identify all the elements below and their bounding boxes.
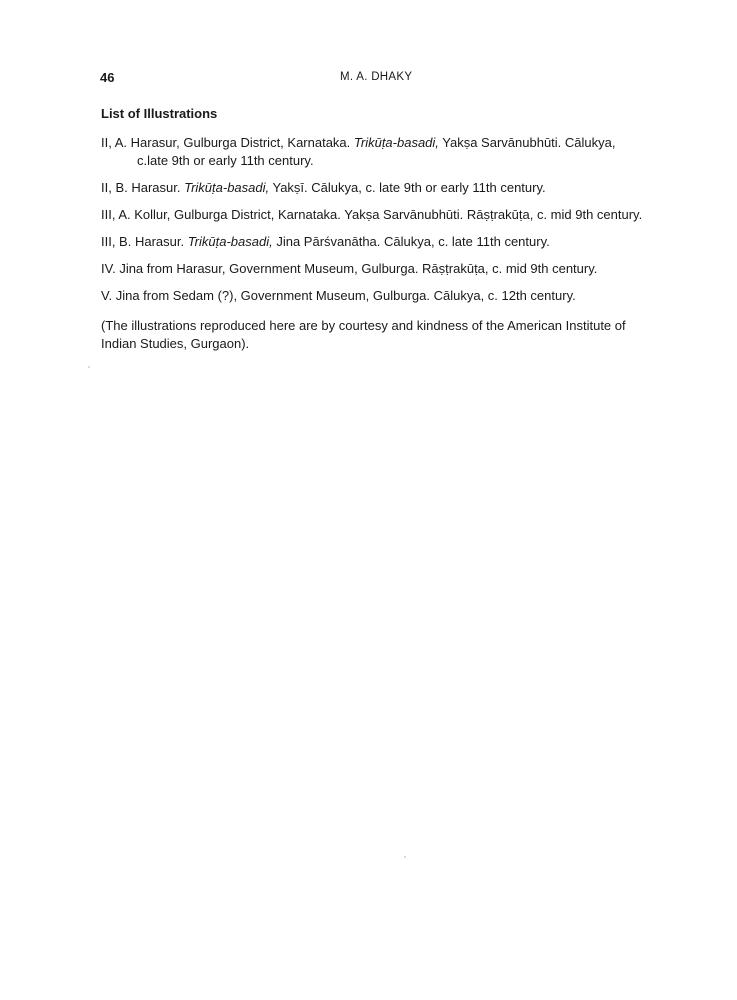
scan-speck	[404, 856, 406, 858]
entry-text: V. Jina from Sedam (?), Government Museum, Gulburga. Cālukya, c. 12th century.	[101, 288, 576, 303]
running-head: M. A. DHAKY	[340, 71, 413, 83]
entry-text: Yakṣī. Cālukya, c. late 9th or early 11th century.	[269, 180, 546, 195]
acknowledgement-note: (The illustrations reproduced here are by courtesy and kindness of the American Institute of Indian Studies, Gurgaon).	[101, 318, 626, 351]
page-number: 46	[100, 70, 115, 85]
illustration-entry	[101, 287, 646, 305]
section-title: List of Illustrations	[101, 106, 218, 121]
illustration-entry	[101, 206, 646, 224]
scan-speck	[88, 366, 90, 368]
entry-text: III, A. Kollur, Gulburga District, Karnataka. Yakṣa Sarvānubhūti. Rāṣṭrakūṭa, c. mid 9th century.	[101, 207, 643, 222]
entry-italic-text: Trikūṭa-basadi,	[353, 135, 439, 150]
main-content	[101, 105, 646, 353]
entry-text: Jina Pārśvanātha. Cālukya, c. late 11th century.	[272, 234, 550, 249]
entry-text: III, B. Harasur.	[101, 234, 188, 249]
illustration-entry	[101, 134, 646, 170]
illustration-entry	[101, 179, 646, 197]
entry-text: II, A. Harasur, Gulburga District, Karnataka.	[101, 135, 354, 150]
entry-italic-text: Trikūṭa-basadi,	[187, 234, 273, 249]
illustration-entry	[101, 260, 646, 278]
entry-italic-text: Trikūṭa-basadi,	[184, 180, 270, 195]
entry-text: II, B. Harasur.	[101, 180, 185, 195]
entry-text: Yakṣa Sarvānubhūti. Cālukya, c.late 9th or early 11th century.	[137, 135, 616, 168]
illustration-entry	[101, 233, 646, 251]
entry-text: IV. Jina from Harasur, Government Museum, Gulburga. Rāṣṭrakūṭa, c. mid 9th century.	[101, 261, 598, 276]
page-header	[100, 70, 640, 90]
